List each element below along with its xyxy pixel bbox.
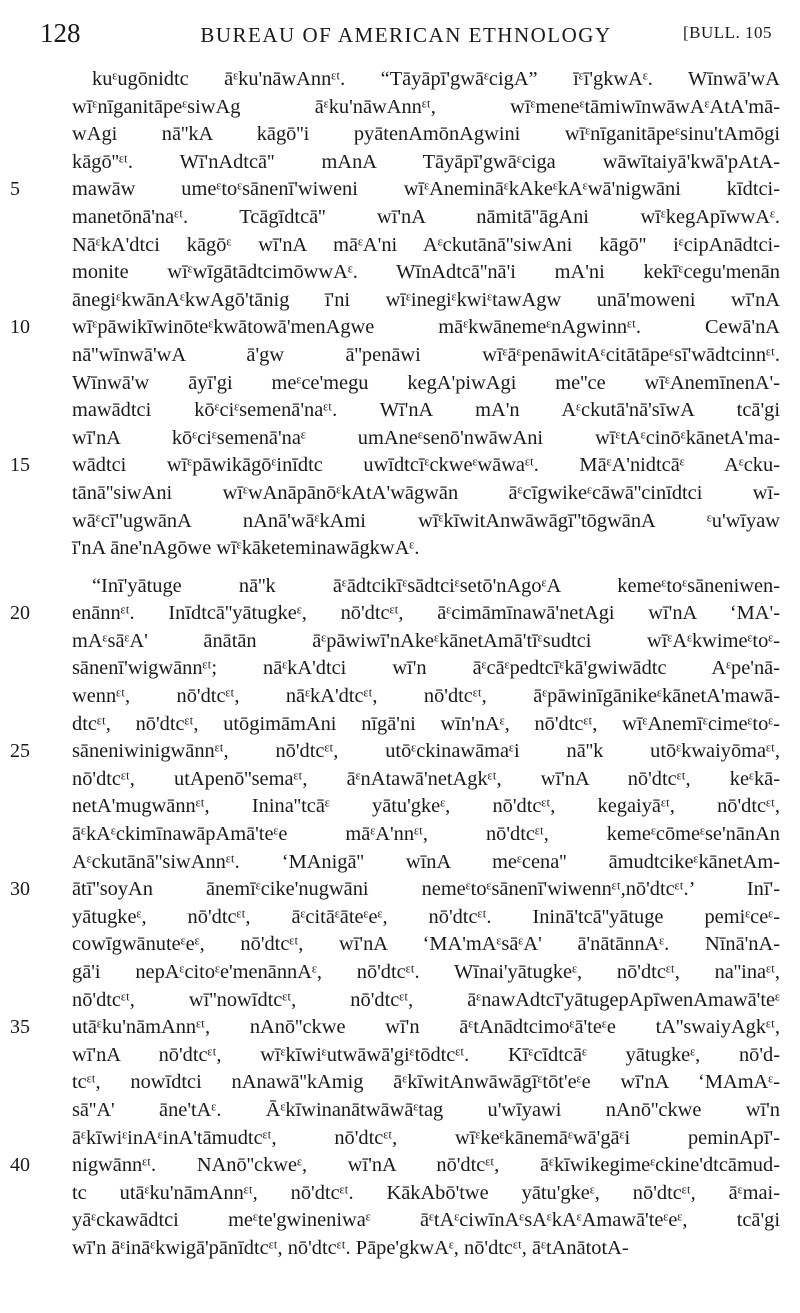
line-text: netA'mugwānnᵋᵗ, Inina''tcāᵋ yātu'gkeᵋ, nō'dtcᵋᵗ, kegaiyāᵋᵗ, nō'dtcᵋᵗ, — [72, 795, 780, 818]
text-line — [10, 94, 780, 122]
line-text: ātī''soyAn ānemīᵋcike'nugwāni nemeᵋtoᵋsānenī'wiwennᵋᵗ,nō'dtcᵋᵗ.’ Inī'- — [72, 878, 780, 901]
line-text: āᵋkAᵋckimīnawāpAmā'teᵋe māᵋA'nnᵋᵗ, nō'dtcᵋᵗ, kemeᵋcōmeᵋse'nānAn — [72, 823, 780, 846]
text-line — [10, 1180, 780, 1208]
text-line — [10, 370, 780, 398]
line-text: wīᵋpāwikīwinōteᵋkwātowā'menAgwe māᵋkwānemeᵋnAgwinnᵋᵗ. Cewā'nA — [72, 316, 780, 339]
line-text: wennᵋᵗ, nō'dtcᵋᵗ, nāᵋkA'dtcᵋᵗ, nō'dtcᵋᵗ, āᵋpāwinīgānikeᵋkānetA'mawā- — [72, 685, 780, 708]
text-line — [10, 480, 780, 508]
text-line — [10, 1125, 780, 1153]
text-line — [10, 259, 780, 287]
line-text: mawāw umeᵋtoᵋsānenī'wiweni wīᵋAnemināᵋkAkeᵋkAᵋwā'nigwāni kīdtci- — [72, 178, 780, 201]
line-number: 30 — [10, 878, 30, 901]
line-text: manetōnā'naᵋᵗ. Tcāgīdtcā'' wī'nA nāmitā''āgAni wīᵋkegApīwwAᵋ. — [72, 205, 780, 228]
text-line — [10, 600, 780, 628]
line-text: wīᵋnīganitāpeᵋsiwAg āᵋku'nāwAnnᵋᵗ, wīᵋmeneᵋtāmiwīnwāwAᵋAtA'mā- — [72, 95, 780, 118]
text-line — [10, 425, 780, 453]
line-number: 25 — [10, 740, 30, 763]
body-text — [10, 66, 780, 1263]
line-text: Aᵋckutānā''siwAnnᵋᵗ. ‘MAnigā'' wīnA meᵋcena'' āmudtcikeᵋkānetAm- — [72, 850, 780, 873]
line-text: utāᵋku'nāmAnnᵋᵗ, nAnō''ckwe wī'n āᵋtAnādtcimoᵋā'teᵋe tA''swaiyAgkᵋᵗ, — [72, 1016, 780, 1039]
page-number: 128 — [40, 18, 81, 48]
line-text: kāgō''ᵋᵗ. Wī'nAdtcā'' mAnA Tāyāpī'gwāᵋciga wāwītaiyā'kwā'pAtA- — [72, 150, 780, 173]
text-line — [10, 204, 780, 232]
line-text: ī'nA āne'nAgōwe wīᵋkāketeminawāgkwAᵋ. — [72, 537, 420, 560]
line-text: enānnᵋᵗ. Inīdtcā''yātugkeᵋ, nō'dtcᵋᵗ, āᵋcimāmīnawā'netAgi wī'nA ‘MA'- — [72, 602, 780, 625]
text-line — [10, 1152, 780, 1180]
text-line — [10, 1207, 780, 1235]
line-text: gā'i nepAᵋcitoᵋe'menānnAᵋ, nō'dtcᵋᵗ. Wīnai'yātugkeᵋ, nō'dtcᵋᵗ, na''inaᵋᵗ, — [72, 961, 780, 983]
line-number: 15 — [10, 454, 30, 477]
line-text: ānegiᵋkwānAᵋkwAgō'tānig ī'ni wīᵋinegiᵋkwiᵋtawAgw unā'moweni wī'nA — [72, 288, 780, 311]
text-line — [10, 904, 780, 932]
line-text: dtcᵋᵗ, nō'dtcᵋᵗ, utōgimāmAni nīgā'ni wīn'nAᵋ, nō'dtcᵋᵗ, wīᵋAnemīᵋcimeᵋtoᵋ- — [72, 712, 780, 735]
text-line — [10, 149, 780, 177]
line-text: wAgi nā''kA kāgō''i pyātenAmōnAgwini wīᵋnīganitāpeᵋsinu'tAmōgi — [72, 123, 780, 146]
line-text: sāneniwinigwānnᵋᵗ, nō'dtcᵋᵗ, utōᵋckinawāmaᵋi nā''k utōᵋkwaiyōmaᵋᵗ, — [72, 740, 780, 763]
line-text: kuᵋugōnidtc āᵋku'nāwAnnᵋᵗ. “Tāyāpī'gwāᵋcigA” īᵋī'gkwAᵋ. Wīnwā'wA — [92, 68, 780, 90]
text-line — [10, 738, 780, 766]
page-header — [40, 14, 772, 54]
line-text: nā''wīnwā'wA ā'gw ā''penāwi wīᵋāᵋpenāwitAᵋcitātāpeᵋsī'wādtcinnᵋᵗ. — [72, 343, 780, 366]
line-text: yāᵋckawādtci meᵋte'gwineniwaᵋ āᵋtAᵋciwīnAᵋsAᵋkAᵋAmawā'teᵋeᵋ, tcā'gi — [72, 1209, 780, 1232]
text-line — [10, 987, 780, 1015]
line-text: mawādtci kōᵋciᵋsemenā'naᵋᵗ. Wī'nA mA'n Aᵋckutā'nā'sīwA tcā'gi — [72, 399, 780, 422]
line-text: wī'n āᵋināᵋkwigā'pānīdtcᵋᵗ, nō'dtcᵋᵗ. Pāpe'gkwAᵋ, nō'dtcᵋᵗ, āᵋtAnātotA- — [72, 1236, 629, 1259]
series-reference: [BULL. 105 — [682, 23, 772, 42]
text-line — [10, 121, 780, 149]
line-text: yātugkeᵋ, nō'dtcᵋᵗ, āᵋcitāᵋāteᵋeᵋ, nō'dtcᵋᵗ. Ininā'tcā''yātuge pemiᵋceᵋ- — [72, 905, 780, 928]
line-text: cowīgwānuteᵋeᵋ, nō'dtcᵋᵗ, wī'nA ‘MA'mAᵋsāᵋA' ā'nātānnAᵋ. Nīnā'nA- — [72, 933, 780, 956]
text-line — [10, 931, 780, 959]
text-line — [10, 397, 780, 425]
text-line — [10, 176, 780, 204]
text-line — [10, 655, 780, 683]
text-line — [10, 535, 780, 563]
line-text: wī'nA nō'dtcᵋᵗ, wīᵋkīwiᵋutwāwā'giᵋtōdtcᵋᵗ. Kīᵋcīdtcāᵋ yātugkeᵋ, nō'd- — [72, 1043, 780, 1066]
running-head: BUREAU OF AMERICAN ETHNOLOGY — [200, 23, 612, 47]
line-text: sānenī'wigwānnᵋᵗ; nāᵋkA'dtci wī'n āᵋcāᵋpedtcīᵋkā'gwiwādtc Aᵋpe'nā- — [72, 657, 780, 680]
text-line — [10, 876, 780, 904]
line-text: wādtci wīᵋpāwikāgōᵋinīdtc uwīdtcīᵋckweᵋwāwaᵋᵗ. MāᵋA'nidtcāᵋ Aᵋcku- — [72, 454, 780, 477]
line-text: āᵋkīwiᵋinAᵋinA'tāmudtcᵋᵗ, nō'dtcᵋᵗ, wīᵋkeᵋkānemāᵋwā'gāᵋi peminApī'- — [72, 1126, 780, 1149]
line-text: wāᵋcī''ugwānA nAnā'wāᵋkAmi wīᵋkīwitAnwāwāgī''tōgwānA ᵋu'wīyaw — [72, 509, 780, 532]
line-text: Wīnwā'w āyī'gi meᵋce'megu kegA'piwAgi me''ce wīᵋAnemīnenA'- — [72, 371, 780, 394]
text-line — [10, 1042, 780, 1070]
line-number: 35 — [10, 1016, 30, 1039]
line-text: NāᵋkA'dtci kāgōᵋ wī'nA māᵋA'ni Aᵋckutānā''siwAni kāgō'' iᵋcipAnādtci- — [72, 233, 780, 256]
text-line — [10, 683, 780, 711]
text-line — [10, 287, 780, 315]
text-line — [10, 508, 780, 536]
text-line — [10, 959, 780, 987]
text-line — [10, 711, 780, 739]
text-line — [10, 821, 780, 849]
text-line — [10, 1097, 780, 1125]
text-line — [10, 232, 780, 260]
line-text: tānā''siwAni wīᵋwAnāpānōᵋkAtA'wāgwān āᵋcīgwikeᵋcāwā''cinīdtci wī- — [72, 481, 780, 504]
text-line — [10, 1014, 780, 1042]
text-line — [10, 628, 780, 656]
line-number: 20 — [10, 602, 30, 625]
text-line — [10, 793, 780, 821]
paragraph-gap — [10, 563, 780, 573]
text-line — [10, 66, 780, 94]
line-text: nō'dtcᵋᵗ, wī''nowīdtcᵋᵗ, nō'dtcᵋᵗ, āᵋnawAdtcī'yātugepApīwenAmawā'teᵋ — [72, 988, 780, 1011]
line-text: monite wīᵋwīgātādtcimōwwAᵋ. WīnAdtcā''nā'i mA'ni kekīᵋcegu'menān — [72, 261, 780, 284]
line-text: wī'nA kōᵋciᵋsemenā'naᵋ umAneᵋsenō'nwāwAni wīᵋtAᵋcinōᵋkānetA'ma- — [72, 426, 780, 449]
text-line — [10, 342, 780, 370]
text-line — [10, 452, 780, 480]
text-line — [10, 849, 780, 877]
line-text: “Inī'yātuge nā''k āᵋādtcikīᵋsādtciᵋsetō'nAgoᵋA kemeᵋtoᵋsāneniwen- — [92, 574, 780, 597]
text-line — [10, 314, 780, 342]
text-line — [10, 766, 780, 794]
text-line — [10, 573, 780, 601]
text-line — [10, 1069, 780, 1097]
line-text: sā''A' āne'tAᵋ. Āᵋkīwinanātwāwāᵋtag u'wīyawi nAnō''ckwe wī'n — [72, 1098, 780, 1121]
line-text: nō'dtcᵋᵗ, utApenō''semaᵋᵗ, āᵋnAtawā'netAgkᵋᵗ, wī'nA nō'dtcᵋᵗ, keᵋkā- — [72, 767, 780, 790]
line-text: tc utāᵋku'nāmAnnᵋᵗ, nō'dtcᵋᵗ. KākAbō'twe yātu'gkeᵋ, nō'dtcᵋᵗ, āᵋmai- — [72, 1181, 780, 1204]
line-number: 5 — [10, 178, 20, 201]
text-line — [10, 1235, 780, 1263]
line-text: tcᵋᵗ, nowīdtci nAnawā''kAmig āᵋkīwitAnwāwāgīᵋtōt'eᵋe wī'nA ‘MAmAᵋ- — [72, 1071, 780, 1094]
line-text: mAᵋsāᵋA' ānātān āᵋpāwiwī'nAkeᵋkānetAmā'tīᵋsudtci wīᵋAᵋkwimeᵋtoᵋ- — [72, 629, 780, 652]
line-number: 10 — [10, 316, 30, 339]
line-text: nigwānnᵋᵗ. NAnō''ckweᵋ, wī'nA nō'dtcᵋᵗ, āᵋkīwikegimeᵋckine'dtcāmud- — [72, 1154, 780, 1177]
line-number: 40 — [10, 1154, 30, 1177]
